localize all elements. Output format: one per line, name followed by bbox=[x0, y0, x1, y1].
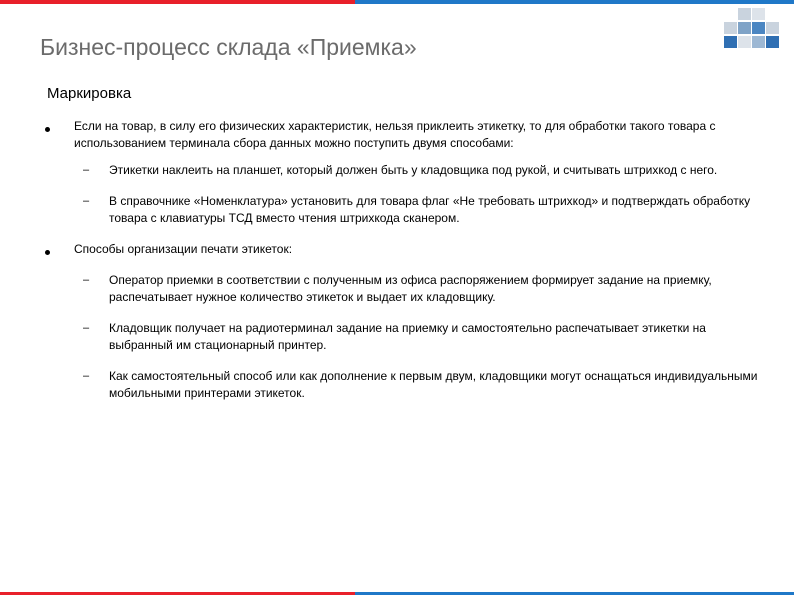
sub-bullet-item bbox=[47, 272, 767, 306]
bullet-text: Способы организации печати этикеток: bbox=[74, 242, 293, 256]
grid-squares-logo-icon bbox=[720, 8, 780, 52]
sub-bullet-text: Оператор приемки в соответствии с полученным из офиса распоряжением формирует задание на приемку, распечатывает нужное количество этикеток и выдает их кладовщику. bbox=[109, 273, 712, 304]
dash-icon: – bbox=[83, 164, 90, 176]
dash-icon: – bbox=[83, 274, 90, 286]
dash-icon: – bbox=[83, 195, 90, 207]
bullet-dot-icon bbox=[45, 127, 50, 132]
sub-bullet-item bbox=[47, 193, 767, 227]
bullet-item bbox=[47, 118, 767, 152]
sub-bullet-item bbox=[47, 320, 767, 354]
top-accent-bar-red bbox=[0, 0, 355, 4]
bullet-text: Если на товар, в силу его физических характеристик, нельзя приклеить этикетку, то для обработки такого товара с использованием терминала сбора данных можно поступить двумя способами: bbox=[74, 119, 716, 150]
section-subtitle: Маркировка bbox=[47, 85, 132, 102]
sub-bullet-item bbox=[47, 368, 767, 402]
bullet-dot-icon bbox=[45, 250, 50, 255]
sub-bullet-text: Как самостоятельный способ или как дополнение к первым двум, кладовщики могут оснащаться индивидуальными мобильными принтерами этикеток. bbox=[109, 369, 758, 400]
sub-bullet-text: В справочнике «Номенклатура» установить для товара флаг «Не требовать штрихкод» и подтверждать обработку товара с клавиатуры ТСД вместо чтения штрихкода сканером. bbox=[109, 194, 751, 225]
dash-icon: – bbox=[83, 370, 90, 382]
top-accent-bar-blue bbox=[355, 0, 794, 4]
sub-bullet-item bbox=[47, 162, 767, 179]
bullet-list bbox=[47, 118, 767, 416]
dash-icon: – bbox=[83, 322, 90, 334]
sub-bullet-text: Этикетки наклеить на планшет, который должен быть у кладовщика под рукой, и считывать штрихкод с него. bbox=[109, 163, 718, 177]
bullet-item bbox=[47, 241, 767, 258]
slide-title: Бизнес-процесс склада «Приемка» bbox=[40, 34, 417, 60]
sub-bullet-text: Кладовщик получает на радиотерминал задание на приемку и самостоятельно распечатывает этикетки на выбранный им стационарный принтер. bbox=[109, 321, 706, 352]
